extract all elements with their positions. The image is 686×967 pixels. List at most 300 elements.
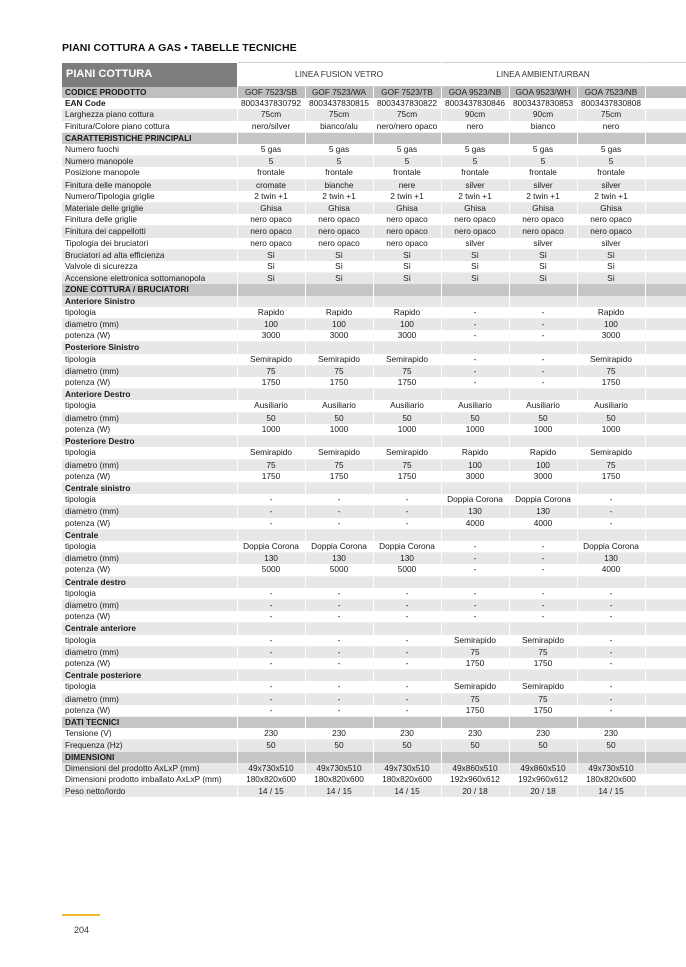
row-label: Centrale anteriore [62, 623, 237, 635]
table-row [62, 261, 686, 273]
cell-value: Semirapido [373, 447, 441, 459]
cell-value: 2 twin +1 [305, 191, 373, 203]
cell-value: 3000 [577, 330, 645, 342]
table-row [62, 400, 686, 412]
cell-value: Ghisa [577, 203, 645, 215]
row-end-cell [645, 541, 686, 553]
row-end-cell [645, 179, 686, 191]
cell-value [237, 529, 305, 541]
table-row [62, 179, 686, 191]
cell-value: 100 [577, 319, 645, 331]
cell-value: 8003437830822 [373, 98, 441, 109]
cell-value: 50 [373, 740, 441, 752]
section-row [62, 752, 686, 763]
cell-value: 3000 [305, 330, 373, 342]
cell-value: - [373, 635, 441, 647]
cell-value [237, 576, 305, 588]
cell-value: Ausiliario [305, 400, 373, 412]
row-end-cell [645, 284, 686, 295]
row-end-cell [645, 681, 686, 693]
cell-value: 5000 [305, 564, 373, 576]
row-label: tipologia [62, 354, 237, 366]
table-row [62, 319, 686, 331]
table-row [62, 249, 686, 261]
cell-value: 1000 [373, 424, 441, 436]
cell-value: 1000 [441, 424, 509, 436]
cell-value: - [441, 354, 509, 366]
cell-value: 230 [237, 728, 305, 740]
row-end-cell [645, 273, 686, 285]
row-label: Numero fuochi [62, 144, 237, 156]
cell-value: silver [509, 238, 577, 250]
row-end-cell [645, 307, 686, 319]
table-row [62, 774, 686, 786]
cell-value: - [373, 646, 441, 658]
row-label: tipologia [62, 635, 237, 647]
cell-value: Rapido [305, 307, 373, 319]
cell-value: 230 [305, 728, 373, 740]
cell-value: 8003437830808 [577, 98, 645, 109]
cell-value: 1000 [509, 424, 577, 436]
row-label: Anteriore Sinistro [62, 296, 237, 307]
cell-value: 5 gas [577, 144, 645, 156]
cell-value: 180x820x600 [373, 774, 441, 786]
cell-value: - [237, 658, 305, 670]
cell-value [373, 132, 441, 144]
row-label: Finitura delle manopole [62, 179, 237, 191]
cell-value: 49x730x510 [237, 763, 305, 774]
cell-value: - [305, 588, 373, 600]
cell-value: 8003437830846 [441, 98, 509, 109]
row-label: diametro (mm) [62, 599, 237, 611]
cell-value: - [577, 693, 645, 705]
cell-value [509, 389, 577, 401]
cell-value: frontale [577, 167, 645, 179]
cell-value [577, 716, 645, 728]
table-row [62, 740, 686, 752]
cell-value: - [373, 658, 441, 670]
table-row [62, 330, 686, 342]
row-label: Dimensioni prodotto imballato AxLxP (mm) [62, 774, 237, 786]
row-label: Accensione elettronica sottomanopola [62, 273, 237, 285]
cell-value: Sì [509, 249, 577, 261]
row-label: CARATTERISTICHE PRINCIPALI [62, 132, 237, 144]
cell-value [509, 342, 577, 354]
row-label: Finitura dei cappellotti [62, 226, 237, 238]
row-end-cell [645, 763, 686, 774]
row-end-cell [645, 238, 686, 250]
subsection-row [62, 436, 686, 448]
cell-value [577, 623, 645, 635]
cell-value: 49x730x510 [305, 763, 373, 774]
cell-value: 50 [441, 412, 509, 424]
row-end-cell [645, 109, 686, 120]
cell-value [509, 296, 577, 307]
cell-value: 192x960x612 [509, 774, 577, 786]
cell-value: Doppia Corona [305, 541, 373, 553]
table-row [62, 226, 686, 238]
row-label: Bruciatori ad alta efficienza [62, 249, 237, 261]
cell-value [305, 436, 373, 448]
cell-value: Semirapido [237, 354, 305, 366]
cell-value: 130 [305, 553, 373, 565]
row-end-cell [645, 635, 686, 647]
cell-value [509, 576, 577, 588]
cell-value: - [373, 599, 441, 611]
cell-value: nero/nero opaco [373, 121, 441, 133]
cell-value [305, 296, 373, 307]
cell-value: 8003437830815 [305, 98, 373, 109]
cell-value: 5 gas [441, 144, 509, 156]
cell-value: - [509, 307, 577, 319]
cell-value: - [441, 541, 509, 553]
cell-value [237, 670, 305, 682]
cell-value: - [373, 494, 441, 506]
cell-value: nero opaco [237, 214, 305, 226]
cell-value [373, 296, 441, 307]
row-end-cell [645, 156, 686, 168]
cell-value: - [373, 705, 441, 717]
table-row [62, 646, 686, 658]
subsection-row [62, 389, 686, 401]
cell-value: nere [373, 179, 441, 191]
cell-value: cromate [237, 179, 305, 191]
line-header-ambient: LINEA AMBIENT/URBAN [441, 63, 645, 87]
row-label: potenza (W) [62, 658, 237, 670]
row-end-cell [645, 599, 686, 611]
cell-value: Doppia Corona [577, 541, 645, 553]
row-label: tipologia [62, 400, 237, 412]
row-label: Numero/Tipologia griglie [62, 191, 237, 203]
cell-value: - [577, 705, 645, 717]
cell-value: Semirapido [577, 354, 645, 366]
row-end-cell [645, 752, 686, 763]
cell-value: Ausiliario [509, 400, 577, 412]
table-row [62, 658, 686, 670]
cell-value: 1750 [441, 705, 509, 717]
cell-value: Sì [305, 273, 373, 285]
cell-value: Semirapido [577, 447, 645, 459]
cell-value: - [441, 588, 509, 600]
row-end-cell [645, 261, 686, 273]
cell-value: 130 [237, 553, 305, 565]
cell-value [441, 482, 509, 494]
row-label: DIMENSIONI [62, 752, 237, 763]
row-end-cell [645, 167, 686, 179]
cell-value: 4000 [441, 518, 509, 530]
cell-value: Sì [509, 273, 577, 285]
cell-value [441, 716, 509, 728]
row-end-cell [645, 459, 686, 471]
cell-value: - [237, 599, 305, 611]
cell-value: - [441, 564, 509, 576]
row-label: diametro (mm) [62, 646, 237, 658]
cell-value: Semirapido [305, 354, 373, 366]
cell-value [577, 670, 645, 682]
row-end-cell [645, 412, 686, 424]
row-label: Centrale [62, 529, 237, 541]
cell-value: Semirapido [441, 635, 509, 647]
cell-value: 2 twin +1 [373, 191, 441, 203]
cell-value: 75 [509, 693, 577, 705]
row-end-cell [645, 377, 686, 389]
table-row [62, 365, 686, 377]
cell-value [577, 576, 645, 588]
cell-value: 8003437830792 [237, 98, 305, 109]
row-end-cell [645, 424, 686, 436]
cell-value: - [509, 564, 577, 576]
cell-value: nero opaco [509, 214, 577, 226]
cell-value: - [305, 494, 373, 506]
cell-value: 192x960x612 [441, 774, 509, 786]
cell-value: - [509, 365, 577, 377]
footer-accent-line [62, 914, 100, 916]
cell-value: - [373, 518, 441, 530]
cell-value: 230 [509, 728, 577, 740]
cell-value [305, 284, 373, 295]
cell-value [373, 716, 441, 728]
cell-value: 50 [373, 412, 441, 424]
cell-value [577, 482, 645, 494]
cell-value: - [237, 681, 305, 693]
cell-value: Rapido [373, 307, 441, 319]
row-end-cell [645, 494, 686, 506]
cell-value: 75 [577, 459, 645, 471]
table-row [62, 307, 686, 319]
row-label: potenza (W) [62, 705, 237, 717]
row-label: EAN Code [62, 98, 237, 109]
row-end-cell [645, 191, 686, 203]
cell-value: 75 [305, 459, 373, 471]
cell-value: 2 twin +1 [509, 191, 577, 203]
cell-value: 75 [373, 459, 441, 471]
cell-value [305, 132, 373, 144]
cell-value [509, 670, 577, 682]
row-label: Anteriore Destro [62, 389, 237, 401]
row-end-cell [645, 389, 686, 401]
cell-value: nero opaco [441, 226, 509, 238]
cell-value [237, 132, 305, 144]
cell-value: Sì [305, 261, 373, 273]
row-end-cell [645, 774, 686, 786]
row-label: tipologia [62, 588, 237, 600]
cell-value: Sì [237, 249, 305, 261]
row-end-cell [645, 342, 686, 354]
cell-value [509, 529, 577, 541]
row-end-cell [645, 646, 686, 658]
cell-value: - [305, 506, 373, 518]
cell-value: - [441, 330, 509, 342]
cell-value: 1750 [237, 471, 305, 483]
table-row [62, 705, 686, 717]
cell-value: Ausiliario [441, 400, 509, 412]
cell-value: 1750 [237, 377, 305, 389]
table-row [62, 471, 686, 483]
cell-value: 75cm [237, 109, 305, 120]
cell-value: - [509, 541, 577, 553]
cell-value [305, 482, 373, 494]
row-label: Peso netto/lordo [62, 786, 237, 798]
cell-value: - [577, 646, 645, 658]
line-header-fusion: LINEA FUSION VETRO [237, 63, 441, 87]
cell-value: Ghisa [305, 203, 373, 215]
row-label: Valvole di sicurezza [62, 261, 237, 273]
row-end-cell [645, 226, 686, 238]
page-title: PIANI COTTURA A GAS • TABELLE TECNICHE [62, 42, 297, 54]
cell-value: - [305, 518, 373, 530]
cell-value: frontale [237, 167, 305, 179]
cell-value: 5 gas [237, 144, 305, 156]
cell-value [441, 436, 509, 448]
cell-value: 20 / 18 [509, 786, 577, 798]
row-label: Dimensioni del prodotto AxLxP (mm) [62, 763, 237, 774]
cell-value: Semirapido [509, 635, 577, 647]
cell-value: - [305, 635, 373, 647]
cell-value: - [237, 646, 305, 658]
cell-value: Sì [577, 261, 645, 273]
cell-value: 49x730x510 [577, 763, 645, 774]
row-label: Tensione (V) [62, 728, 237, 740]
cell-value: 1750 [441, 658, 509, 670]
cell-value: Ausiliario [373, 400, 441, 412]
cell-value: GOF 7523/TB [373, 87, 441, 99]
cell-value: Ausiliario [237, 400, 305, 412]
cell-value: 5 [305, 156, 373, 168]
row-label: Finitura/Colore piano cottura [62, 121, 237, 133]
cell-value: - [577, 518, 645, 530]
cell-value: 1750 [305, 471, 373, 483]
cell-value: Ghisa [509, 203, 577, 215]
cell-value: Semirapido [305, 447, 373, 459]
cell-value: - [509, 319, 577, 331]
cell-value: frontale [441, 167, 509, 179]
cell-value: - [509, 553, 577, 565]
row-end-cell [645, 319, 686, 331]
cell-value: 20 / 18 [441, 786, 509, 798]
cell-value: 5 [509, 156, 577, 168]
row-end-cell [645, 121, 686, 133]
cell-value [577, 132, 645, 144]
cell-value: GOA 9523/WH [509, 87, 577, 99]
table-row [62, 144, 686, 156]
row-label: potenza (W) [62, 330, 237, 342]
cell-value: silver [441, 238, 509, 250]
cell-value: Doppia Corona [237, 541, 305, 553]
cell-value [305, 342, 373, 354]
cell-value [373, 623, 441, 635]
cell-value: 75 [237, 365, 305, 377]
cell-value: 130 [441, 506, 509, 518]
cell-value [577, 296, 645, 307]
cell-value: 90cm [509, 109, 577, 120]
cell-value: 50 [509, 740, 577, 752]
cell-value: Sì [373, 273, 441, 285]
cell-value: 5 gas [373, 144, 441, 156]
table-row [62, 541, 686, 553]
table-row [62, 156, 686, 168]
subsection-row [62, 342, 686, 354]
row-end-cell [645, 623, 686, 635]
table-row [62, 681, 686, 693]
cell-value: 50 [577, 412, 645, 424]
cell-value: 2 twin +1 [237, 191, 305, 203]
row-label: potenza (W) [62, 424, 237, 436]
row-label: ZONE COTTURA / BRUCIATORI [62, 284, 237, 295]
cell-value [441, 389, 509, 401]
cell-value: - [373, 693, 441, 705]
cell-value: Sì [305, 249, 373, 261]
cell-value: 1750 [509, 658, 577, 670]
cell-value [373, 436, 441, 448]
cell-value: 180x820x600 [577, 774, 645, 786]
spec-table [62, 62, 686, 797]
cell-value [509, 132, 577, 144]
table-row [62, 728, 686, 740]
cell-value [441, 132, 509, 144]
cell-value: 2 twin +1 [441, 191, 509, 203]
row-end-cell [645, 471, 686, 483]
table-row [62, 588, 686, 600]
row-end-cell [645, 658, 686, 670]
row-end-cell [645, 214, 686, 226]
cell-value [305, 670, 373, 682]
cell-value: 50 [305, 412, 373, 424]
row-end-cell [645, 518, 686, 530]
cell-value: nero opaco [305, 214, 373, 226]
cell-value: - [237, 588, 305, 600]
row-label: tipologia [62, 307, 237, 319]
table-row [62, 354, 686, 366]
table-row [62, 121, 686, 133]
cell-value: 230 [441, 728, 509, 740]
row-end-cell [645, 203, 686, 215]
spec-table-body [62, 63, 686, 798]
row-label: potenza (W) [62, 518, 237, 530]
cell-value: - [509, 611, 577, 623]
row-label: diametro (mm) [62, 553, 237, 565]
cell-value: - [441, 599, 509, 611]
cell-value: 14 / 15 [305, 786, 373, 798]
cell-value [441, 670, 509, 682]
cell-value: - [305, 693, 373, 705]
cell-value: 75cm [577, 109, 645, 120]
cell-value: Sì [237, 273, 305, 285]
table-row [62, 447, 686, 459]
row-label: tipologia [62, 541, 237, 553]
row-end-cell [645, 588, 686, 600]
subsection-row [62, 576, 686, 588]
cell-value: - [441, 307, 509, 319]
cell-value: bianco [509, 121, 577, 133]
cell-value: - [577, 494, 645, 506]
cell-value: 100 [441, 459, 509, 471]
cell-value: nero opaco [305, 238, 373, 250]
cell-value: 75 [373, 365, 441, 377]
row-end-cell [645, 87, 686, 99]
cell-value: 1000 [237, 424, 305, 436]
table-title: PIANI COTTURA [62, 63, 237, 87]
cell-value [441, 296, 509, 307]
cell-value: 1750 [373, 377, 441, 389]
cell-value: 75cm [305, 109, 373, 120]
row-label: Materiale delle griglie [62, 203, 237, 215]
cell-value: 130 [373, 553, 441, 565]
subsection-row [62, 529, 686, 541]
row-end-cell [645, 705, 686, 717]
cell-value: Sì [373, 261, 441, 273]
cell-value: 1000 [577, 424, 645, 436]
cell-value [509, 623, 577, 635]
